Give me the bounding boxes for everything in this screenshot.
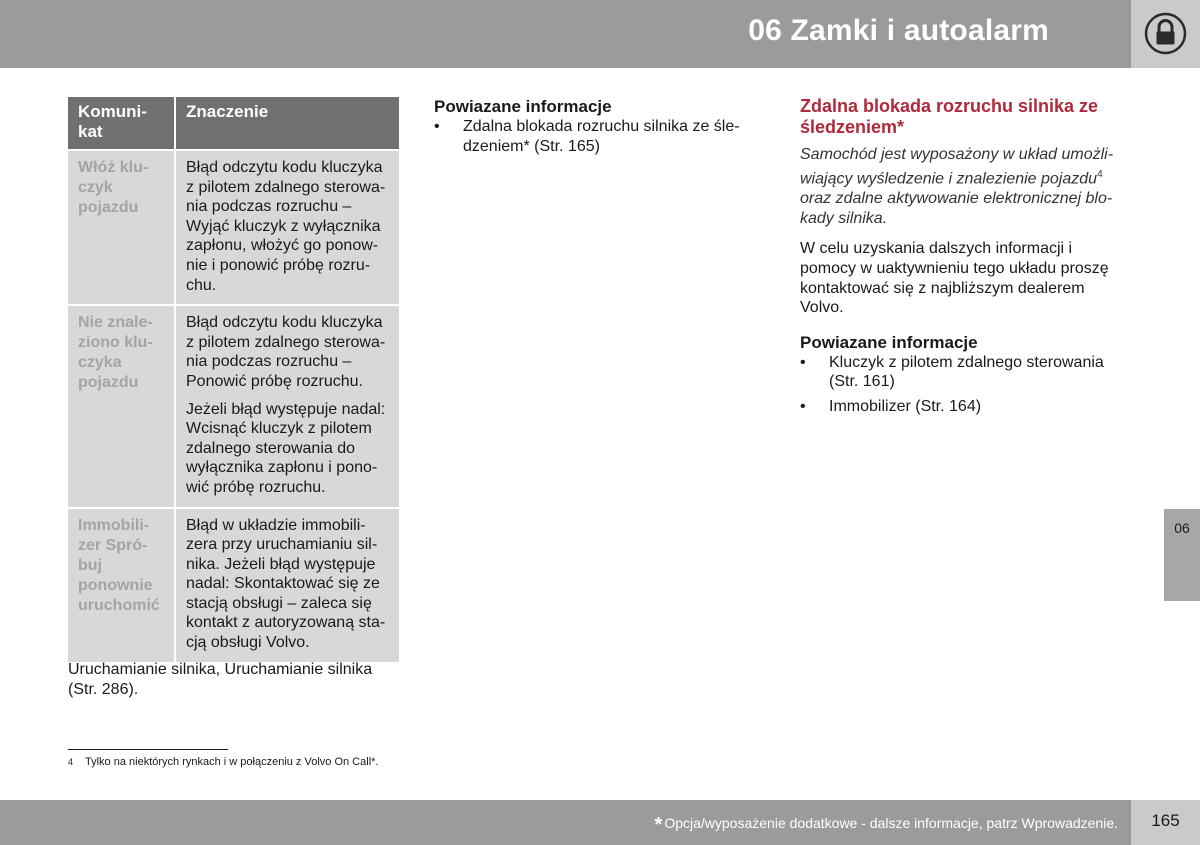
asterisk-icon: * [654, 814, 663, 836]
footnote-divider [68, 749, 228, 750]
footnote-ref[interactable]: 4 [1097, 169, 1103, 180]
chapter-title: 06 Zamki i autoalarm [748, 14, 1049, 47]
page-number-box [1131, 800, 1200, 845]
meaning-text: Błąd w układzie immobili-zera przy uruchamianiu sil-nika. Jeżeli błąd występuje nadal: Skontaktować się ze stacją obsługi – zaleca się kontakt z autoryzowaną sta-cją obsługi Volvo. [186, 516, 386, 652]
related-info-right [800, 333, 1122, 417]
related-info-heading: Powiazane informacje [800, 332, 978, 352]
related-info-middle [434, 97, 754, 156]
optional-equipment-note [655, 814, 1118, 837]
section-title: Zdalna blokada rozruchu silnika ze śledzeniem* [800, 96, 1099, 137]
chapter-side-tab-label: 06 [1174, 520, 1190, 536]
header-bar [0, 0, 1131, 68]
related-info-link[interactable]: • Zdalna blokada rozruchu silnika ze śle-dzeniem* (Str. 165) [434, 117, 754, 156]
related-info-link[interactable]: • Immobilizer (Str. 164) [800, 397, 1122, 417]
message-cell: Immobili- zer Spró- buj ponownie uruchomić [68, 508, 175, 662]
meaning-cell [175, 150, 399, 305]
column-header-meaning: Znaczenie [175, 97, 399, 150]
table-row [68, 508, 399, 662]
table-row [68, 150, 399, 305]
footnote-text: Tylko na niektórych rynkach i w połączeniu z Volvo On Call*. [85, 756, 379, 768]
chapter-side-tab[interactable] [1164, 509, 1200, 601]
related-info-heading: Powiazane informacje [434, 97, 612, 116]
meaning-text: Błąd odczytu kodu kluczyka z pilotem zdalnego sterowa-nia podczas rozruchu – Ponowić próbę rozruchu. [186, 314, 386, 390]
footnote-number: 4 [68, 757, 74, 767]
message-cell: Włóż klu- czyk pojazdu [68, 150, 175, 305]
message-cell: Nie znale- ziono klu- czyka pojazdu [68, 305, 175, 507]
intro-text: Samochód jest wyposażony w układ umożli-wiający wyśledzenie i znalezienie pojazdu [800, 146, 1114, 188]
page-number: 165 [1151, 811, 1180, 830]
lock-icon [1144, 12, 1187, 55]
table-header-row [68, 97, 399, 150]
footer-bar [0, 800, 1131, 845]
section-body: W celu uzyskania dalszych informacji i pomocy w uaktywnieniu tego układu proszę kontaktować się z najbliższym dealerem Volvo. [800, 240, 1109, 317]
table-row [68, 305, 399, 507]
cross-reference-text: Uruchamianie silnika, Uruchamianie silnika (Str. 286). [68, 661, 373, 698]
meaning-text: Jeżeli błąd występuje nadal: Wcisnąć kluczyk z pilotem zdalnego sterowania do wyłącznika zapłonu i pono-wić próbę rozruchu. [186, 400, 386, 496]
meaning-text: Błąd odczytu kodu kluczyka z pilotem zdalnego sterowa-nia podczas rozruchu – Wyjąć kluczyk z wyłącznika zapłonu, włożyć go ponow-nie i ponowić próbę rozru-chu. [186, 159, 386, 294]
column-header-message: Komuni- kat [68, 97, 175, 150]
chapter-icon-box [1131, 0, 1200, 68]
section-intro [800, 145, 1122, 229]
meaning-cell [175, 305, 399, 507]
optional-equipment-text: Opcja/wyposażenie dodatkowe - dalsze informacje, patrz Wprowadzenie. [664, 815, 1118, 831]
intro-text: oraz zdalne aktywowanie elektronicznej blo-kady silnika. [800, 190, 1113, 228]
meaning-cell [175, 508, 399, 662]
footnote [68, 756, 378, 769]
messages-table [68, 97, 399, 662]
section-remote-immobilizer [800, 96, 1122, 416]
related-info-list [434, 117, 754, 156]
related-info-link[interactable]: • Kluczyk z pilotem zdalnego sterowania (Str. 161) [800, 353, 1122, 392]
related-info-list [800, 353, 1122, 417]
